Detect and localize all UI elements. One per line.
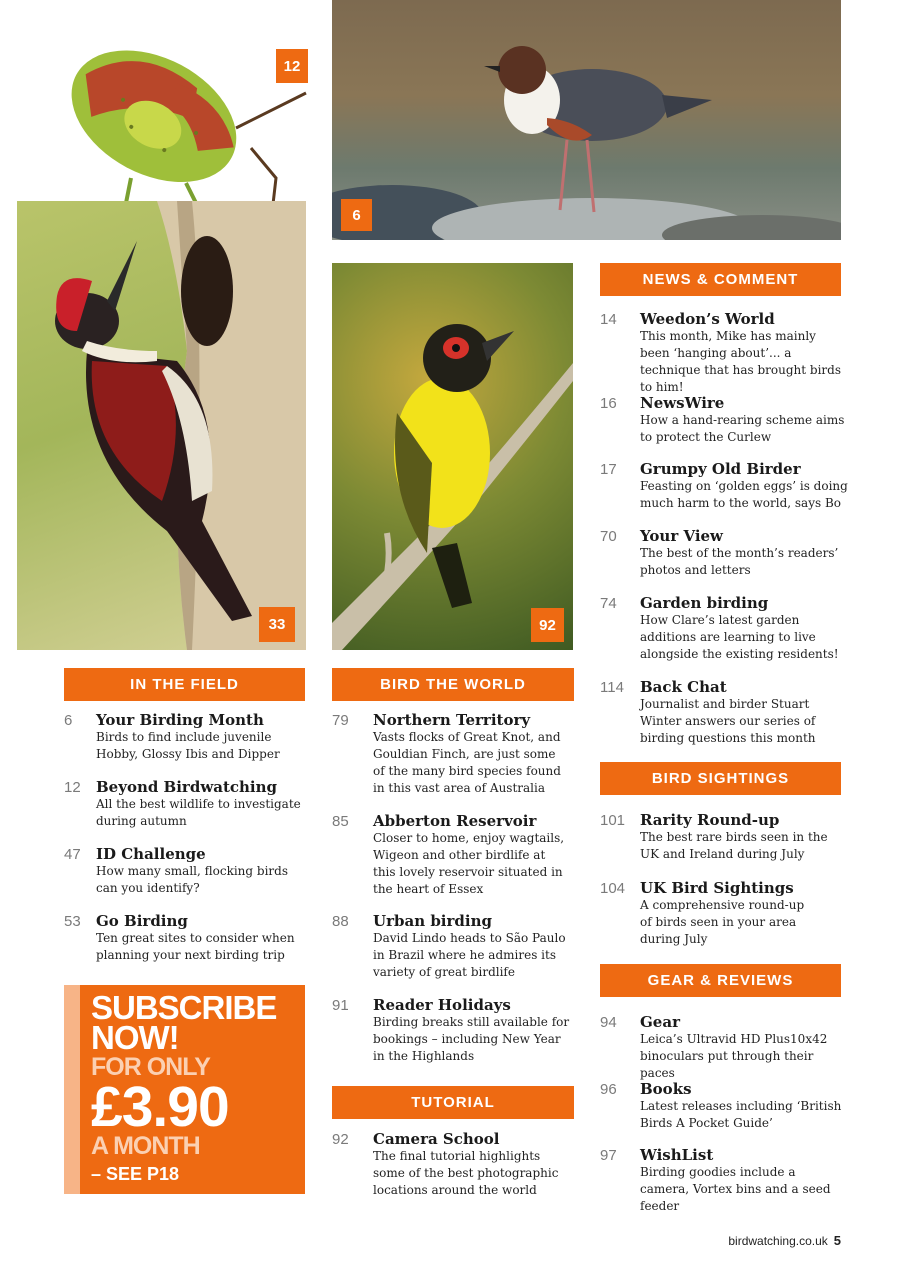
for-only-label: FOR ONLY (91, 1053, 210, 1081)
page-number: 92 (332, 1131, 349, 1148)
toc-entry[interactable] (332, 996, 570, 1065)
section-heading-bird-the-world: BIRD THE WORLD (332, 668, 574, 701)
page-number: 104 (600, 880, 626, 897)
entry-description: All the best wildlife to investigate during autumn (96, 797, 301, 828)
page-number: 85 (332, 813, 349, 830)
a-month-label: A MONTH (91, 1132, 200, 1160)
entry-description: Birding breaks still available for bookings – including New Year in the Highlands (373, 1015, 570, 1063)
toc-entry[interactable] (332, 711, 570, 797)
section-heading-gear-reviews: GEAR & REVIEWS (600, 964, 841, 997)
entry-title: Reader Holidays (373, 996, 511, 1014)
entry-title: Back Chat (640, 678, 727, 696)
entry-title: Camera School (373, 1130, 500, 1148)
entry-description: Leica’s Ultravid HD Plus10x42 binoculars put through their paces (640, 1032, 828, 1080)
page-number: 12 (64, 779, 81, 796)
entry-description: How a hand-rearing scheme aims to protect the Curlew (640, 413, 845, 444)
page-badge-woodpecker: 33 (259, 607, 295, 642)
entry-description: How Clare’s latest garden additions are learning to live alongside the existing residents! (640, 613, 839, 661)
entry-description: This month, Mike has mainly been ‘hanging about’... a technique that has brought birds to him! (640, 329, 841, 394)
toc-entry[interactable] (332, 912, 570, 981)
entry-title: Urban birding (373, 912, 492, 930)
page-number: 53 (64, 913, 81, 930)
toc-entry[interactable] (64, 845, 309, 897)
toc-entry[interactable] (600, 1013, 848, 1082)
page-number: 96 (600, 1081, 617, 1098)
entry-description: David Lindo heads to São Paulo in Brazil where he admires its variety of great birdlife (373, 931, 566, 979)
toc-entry[interactable] (600, 879, 815, 948)
page-number: 114 (600, 679, 624, 696)
page-number: 47 (64, 846, 81, 863)
entry-title: Go Birding (96, 912, 188, 930)
page-number: 70 (600, 528, 617, 545)
entry-title: WishList (640, 1146, 714, 1164)
toc-entry[interactable] (600, 1080, 848, 1132)
toc-entry[interactable] (600, 811, 848, 863)
toc-entry[interactable] (64, 912, 309, 964)
page-number: 14 (600, 311, 617, 328)
toc-entry[interactable] (332, 1130, 570, 1199)
page-number: 79 (332, 712, 349, 729)
page-number: 16 (600, 395, 617, 412)
entry-description: Birding goodies include a camera, Vortex bins and a seed feeder (640, 1165, 831, 1213)
subscribe-promo[interactable] (64, 985, 305, 1194)
site-url[interactable]: birdwatching.co.uk (728, 1234, 828, 1248)
page-number: 94 (600, 1014, 617, 1031)
toc-entry[interactable] (64, 711, 309, 763)
woodpecker-photo[interactable] (17, 201, 306, 650)
toc-entry[interactable] (600, 678, 848, 747)
entry-description: Ten great sites to consider when planning your next birding trip (96, 931, 295, 962)
subscribe-now: NOW! (91, 1019, 179, 1056)
page-badge-yellow-bird: 92 (531, 608, 564, 642)
entry-title: UK Bird Sightings (640, 879, 794, 897)
page-footer (728, 1233, 841, 1248)
subscribe-headline: SUBSCRIBE (91, 989, 277, 1026)
toc-entry[interactable] (600, 460, 848, 512)
entry-description: A comprehensive round-up of birds seen in your area during July (640, 898, 805, 946)
section-heading-bird-sightings: BIRD SIGHTINGS (600, 762, 841, 795)
entry-description: Feasting on ‘golden eggs’ is doing much harm to the world, says Bo (640, 479, 848, 510)
entry-title: Your View (640, 527, 723, 545)
page-number: 88 (332, 913, 349, 930)
page-number: 17 (600, 461, 617, 478)
entry-title: Abberton Reservoir (373, 812, 537, 830)
folio-page-number: 5 (833, 1233, 841, 1248)
entry-description: The best rare birds seen in the UK and Ireland during July (640, 830, 828, 861)
entry-title: Books (640, 1080, 692, 1098)
entry-description: Journalist and birder Stuart Winter answers our series of birding questions this month (640, 697, 816, 745)
entry-description: The final tutorial highlights some of the best photographic locations around the world (373, 1149, 559, 1197)
entry-title: Gear (640, 1013, 680, 1031)
entry-description: Birds to find include juvenile Hobby, Glossy Ibis and Dipper (96, 730, 280, 761)
entry-title: Garden birding (640, 594, 769, 612)
page-number: 97 (600, 1147, 617, 1164)
yellow-bird-photo[interactable] (332, 263, 573, 650)
page-number: 101 (600, 812, 626, 829)
entry-title: NewsWire (640, 394, 725, 412)
toc-entry[interactable] (332, 812, 570, 898)
toc-entry[interactable] (600, 394, 848, 446)
toc-entry[interactable] (64, 778, 309, 830)
toc-entry[interactable] (600, 527, 848, 579)
entry-title: Your Birding Month (96, 711, 264, 729)
entry-description: How many small, flocking birds can you identify? (96, 864, 289, 895)
toc-entry[interactable] (600, 1146, 848, 1215)
section-heading-tutorial: TUTORIAL (332, 1086, 574, 1119)
see-page-label: – SEE P18 (91, 1164, 180, 1184)
promo-stripe (64, 985, 80, 1194)
entry-title: Weedon’s World (640, 310, 775, 328)
entry-description: The best of the month’s readers’ photos and letters (640, 546, 839, 577)
subscribe-price: £3.90 (91, 1075, 229, 1139)
page-badge-dipper: 6 (341, 199, 372, 231)
section-heading-news-comment: NEWS & COMMENT (600, 263, 841, 296)
entry-description: Latest releases including ‘British Birds A Pocket Guide’ (640, 1099, 842, 1130)
entry-description: Closer to home, enjoy wagtails, Wigeon and other birdlife at this lovely reservoir situated in the heart of Essex (373, 831, 565, 896)
section-heading-in-the-field: IN THE FIELD (64, 668, 305, 701)
entry-title: Grumpy Old Birder (640, 460, 801, 478)
entry-title: ID Challenge (96, 845, 206, 863)
dipper-photo[interactable] (332, 0, 841, 240)
page-badge-bug: 12 (276, 49, 308, 83)
entry-description: Vasts flocks of Great Knot, and Gouldian Finch, are just some of the many bird species found in this vast area of Australia (373, 730, 561, 795)
toc-entry[interactable] (600, 594, 848, 663)
entry-title: Rarity Round-up (640, 811, 780, 829)
page-number: 74 (600, 595, 617, 612)
page-number: 91 (332, 997, 349, 1014)
entry-title: Beyond Birdwatching (96, 778, 278, 796)
entry-title: Northern Territory (373, 711, 531, 729)
page-number: 6 (64, 712, 73, 729)
toc-entry[interactable] (600, 310, 848, 396)
